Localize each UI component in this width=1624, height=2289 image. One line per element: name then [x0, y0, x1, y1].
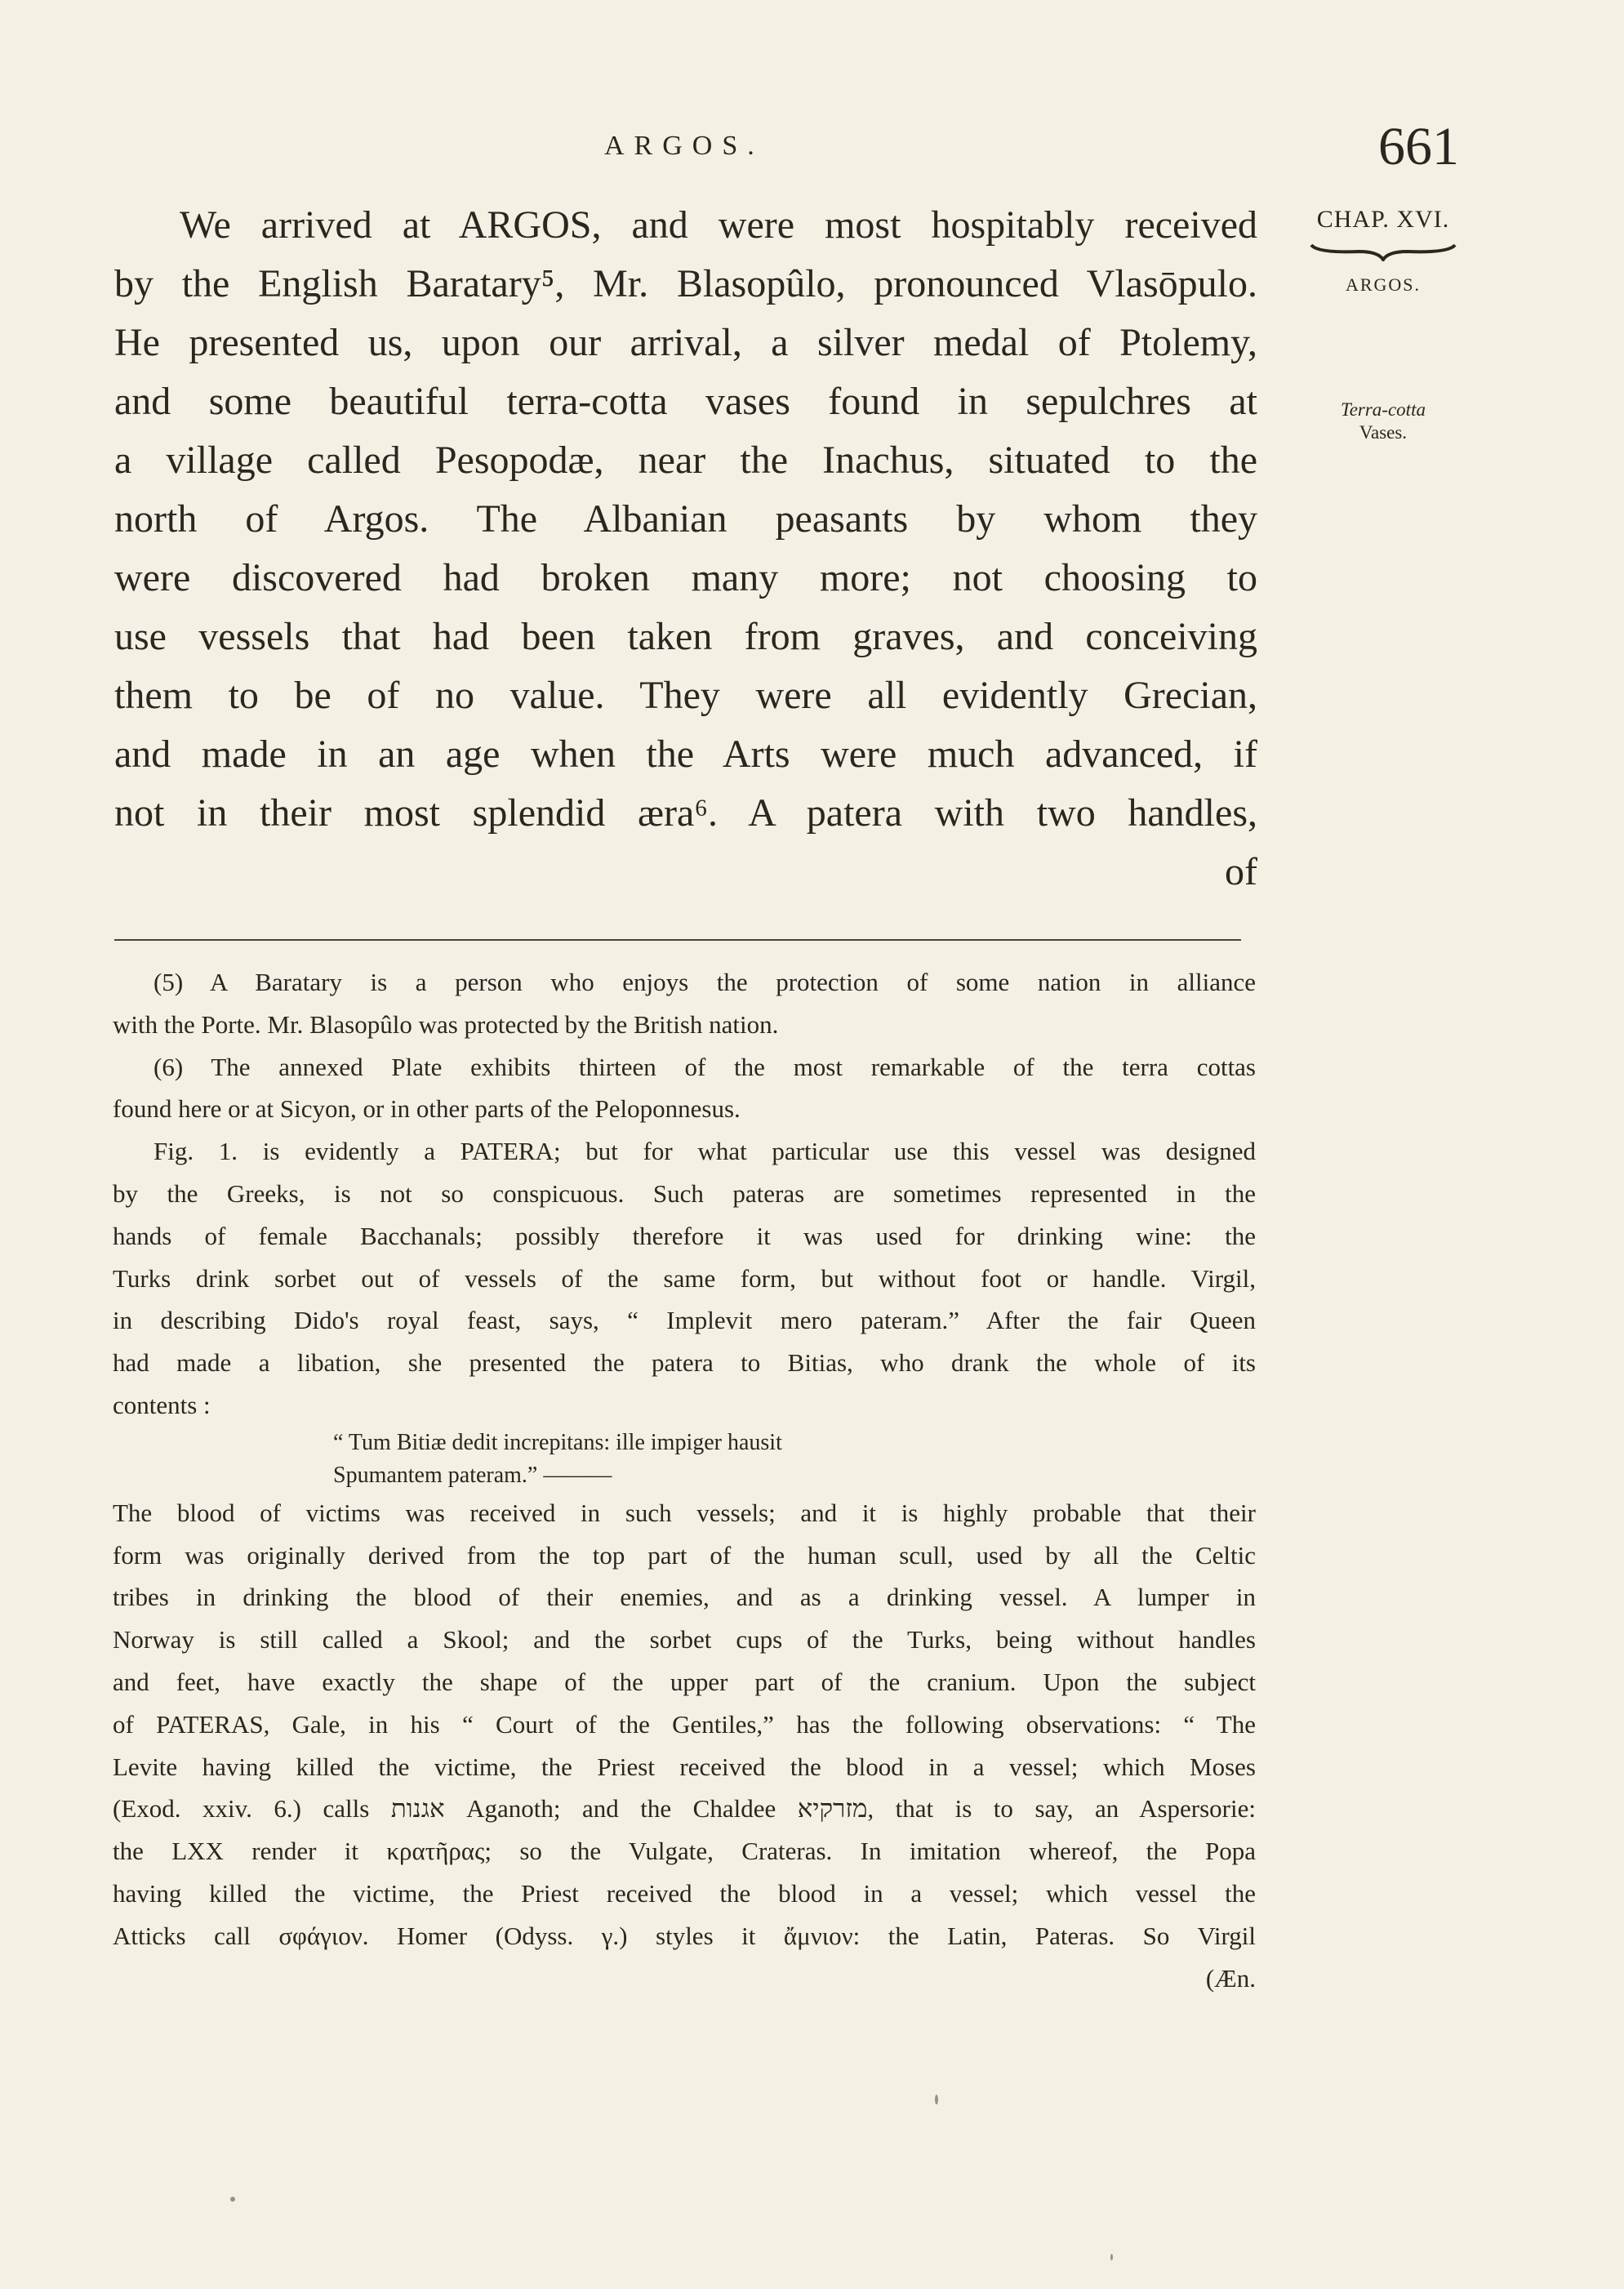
text-line: use vessels that had been taken from graves, and conceiving: [114, 615, 1257, 658]
text-line: by the English Baratary⁵, Mr. Blasopûlo, pronounced Vlasōpulo.: [114, 262, 1257, 305]
margin-chapter: CHAP. XVI.: [1316, 206, 1450, 233]
paper-speck: [1110, 2254, 1113, 2260]
footnote-line: Turks drink sorbet out of vessels of the same form, but without foot or handle. Virgil,: [113, 1263, 1256, 1293]
footnote-line: having killed the victime, the Priest received the blood in a vessel; which vessel the: [113, 1878, 1256, 1908]
text-line: a village called Pesopodæ, near the Inachus, situated to the: [114, 439, 1257, 482]
footnote-line: The blood of victims was received in such vessels; and it is highly probable that their: [113, 1498, 1256, 1527]
text-line: and some beautiful terra-cotta vases found in sepulchres at: [114, 380, 1257, 423]
text-line: We arrived at ARGOS, and were most hospitably received: [180, 203, 1257, 247]
margin-place: ARGOS.: [1345, 274, 1422, 295]
footnote-line: of PATERAS, Gale, in his “ Court of the Gentiles,” has the following observations: “ The: [113, 1709, 1256, 1739]
footnote-line: Atticks call σφάγιον. Homer (Odyss. γ.) styles it ἄμνιον: the Latin, Pateras. So Virgil: [113, 1921, 1256, 1950]
footnotes: [113, 961, 1256, 1999]
footnote-line: the LXX render it κρατῆρας; so the Vulgate, Crateras. In imitation whereof, the Popa: [113, 1837, 1256, 1866]
text-line: and made in an age when the Arts were much advanced, if: [114, 733, 1257, 776]
quote-line: Spumantem pateram.” ———: [333, 1462, 612, 1488]
footnote-line: Norway is still called a Skool; and the sorbet cups of the Turks, being without handles: [113, 1625, 1256, 1654]
quote-line: “ Tum Bitiæ dedit increpitans: ille impiger hausit: [333, 1429, 782, 1455]
footnote-line: contents :: [113, 1390, 211, 1419]
footnote-line: with the Porte. Mr. Blasopûlo was protected by the British nation.: [113, 1009, 779, 1039]
footnote-line: Levite having killed the victime, the Priest received the blood in a vessel; which Moses: [113, 1752, 1256, 1781]
footnote-line: (Exod. xxiv. 6.) calls אגנות Aganoth; and the Chaldee מזרקיא, that is to say, an Aspersorie:: [113, 1794, 1256, 1824]
footnote-line: tribes in drinking the blood of their enemies, and as a drinking vessel. A lumper in: [113, 1583, 1256, 1612]
page-number: 661: [1378, 117, 1459, 176]
running-head: [0, 117, 1624, 176]
text-line: not in their most splendid æra⁶. A patera with two handles,: [114, 791, 1257, 835]
catchword: of: [1225, 850, 1257, 893]
main-text: [114, 196, 1257, 902]
text-line: He presented us, upon our arrival, a silver medal of Ptolemy,: [114, 321, 1257, 364]
text-line: were discovered had broken many more; not choosing to: [114, 556, 1257, 599]
footnote-line: form was originally derived from the top part of the human scull, used by all the Celtic: [113, 1540, 1256, 1570]
paper-speck: [935, 2095, 938, 2104]
margin-topic-line2: Vases.: [1359, 422, 1408, 443]
text-line: north of Argos. The Albanian peasants by whom they: [114, 497, 1257, 541]
running-title: ARGOS.: [604, 131, 764, 161]
footnote-line: by the Greeks, is not so conspicuous. Such pateras are sometimes represented in the: [113, 1178, 1256, 1208]
paper-speck: [230, 2197, 235, 2202]
catchword: (Æn.: [1205, 1963, 1256, 1993]
footnote-line: and feet, have exactly the shape of the upper part of the cranium. Upon the subject: [113, 1667, 1256, 1696]
margin-topic-line1: Terra-cotta: [1341, 399, 1426, 420]
footnote-line: Fig. 1. is evidently a PATERA; but for what particular use this vessel was designed: [154, 1137, 1256, 1166]
footnote-line: had made a libation, she presented the patera to Bitias, who drank the whole of its: [113, 1348, 1256, 1378]
brace-ornament: [1310, 242, 1457, 261]
footnote-rule: [114, 939, 1241, 941]
footnote-line: hands of female Bacchanals; possibly therefore it was used for drinking wine: the: [113, 1221, 1256, 1250]
footnote-line: (6) The annexed Plate exhibits thirteen of the most remarkable of the terra cottas: [154, 1052, 1256, 1081]
footnote-line: (5) A Baratary is a person who enjoys the protection of some nation in alliance: [154, 968, 1256, 996]
footnote-line: in describing Dido's royal feast, says, “ Implevit mero pateram.” After the fair Queen: [113, 1306, 1256, 1335]
margin-topic: [1293, 399, 1473, 444]
footnote-line: found here or at Sicyon, or in other parts of the Peloponnesus.: [113, 1094, 741, 1124]
text-line: them to be of no value. They were all evidently Grecian,: [114, 674, 1257, 717]
